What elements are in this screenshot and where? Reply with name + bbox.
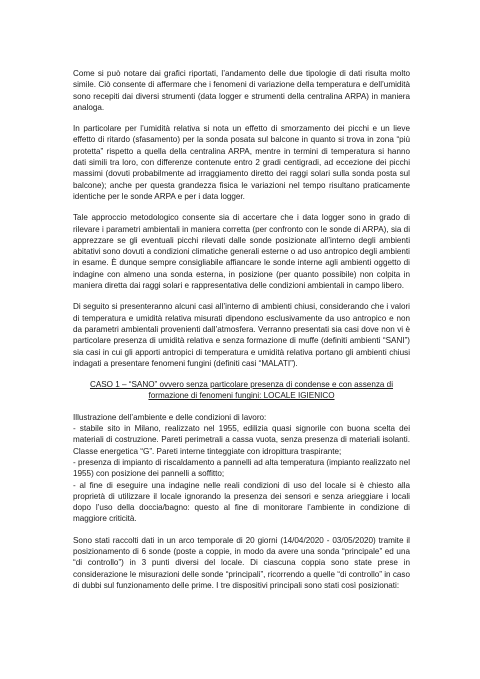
conditions-intro: Illustrazione dell’ambiente e delle condizioni di lavoro: <box>73 412 267 422</box>
paragraph-case-introduction: Di seguito si presenteranno alcuni casi all’interno di ambienti chiusi, considerando che i valori di temperatura e umidità relativa misurati dipendono esclusivamente da uso antropico e non da parametri ambientali provenienti dall’atmosfera. Verranno presentati sia casi dove non vi è particolare presenza di umidità relativa e senza formazione di muffe (definiti ambienti “SANI”) sia casi in cui gli apporti antropici di temperatura e umidità relativa portano gli ambienti chiusi indagati a presentare fenomeni fungini (definiti casi “MALATI”). <box>73 302 410 368</box>
conditions-section <box>73 412 410 525</box>
condition-item-heating: - presenza di impianto di riscaldamento a pannelli ad alta temperatura (impianto realizzato nel 1955) con posizione dei pannelli a soffitto; <box>73 457 410 479</box>
condition-item-building: - stabile sito in Milano, realizzato nel 1955, edilizia quasi signorile con buona scelta dei materiali di costruzione. Pareti perimetrali a cassa vuota, senza presenza di materiali isolanti. Classe energetica “G”. Pareti interne tinteggiate con idropittura traspirante; <box>73 424 410 456</box>
paragraph-humidity-temperature: In particolare per l’umidità relativa si nota un effetto di smorzamento dei picchi e un lieve effetto di ritardo (sfasamento) per la sonda posata sul balcone in quanto si trova in zona “più protetta” rispetto a quella della centralina ARPA, mentre in termini di temperatura si hanno dati simili tra loro, con differenze contenute entro 2 gradi centigradi, ad eccezione dei picchi massimi (dovuti probabilmente ad irraggiamento diretto dei raggi solari sulla sonda posta sul balcone); anche per questa grandezza fisica le variazioni nel tempo risultano praticamente identiche per le sonde ARPA e per i data logger. <box>73 124 410 201</box>
case-1-heading: CASO 1 – “SANO” ovvero senza particolare presenza di condense e con assenza di formazione di fenomeni fungini: LOCALE IGIENICO <box>89 380 394 401</box>
document-page <box>73 68 410 591</box>
paragraph-graph-comparison: Come si può notare dai grafici riportati, l’andamento delle due tipologie di dati risulta molto simile. Ciò consente di affermare che i fenomeni di variazione della temperatura e dell’umidità sono recepiti dai diversi strumenti (data logger e strumenti della centralina ARPA) in maniera analoga. <box>73 69 410 112</box>
paragraph-data-collection: Sono stati raccolti dati in un arco temporale di 20 giorni (14/04/2020 - 03/05/2020) tramite il posizionamento di 6 sonde (poste a coppie, in modo da avere una sonda “principale” ed una “di controllo”) in 3 punti diversi del locale. Di ciascuna coppia sono state prese in considerazione le misurazioni delle sonde “principali”, ricorrendo a quelle “di controllo” in caso di dubbi sul funzionamento delle prime. I tre dispositivi principali sono stati così posizionati: <box>73 535 410 590</box>
condition-item-usage: - al fine di eseguire una indagine nelle reali condizioni di uso del locale si è chiesto alla proprietà di utilizzare il locale ignorando la presenza dei sensori e senza arieggiare i locali dopo l’uso della doccia/bagno: questo al fine di monitorare l’ambiente in condizione di maggiore criticità. <box>73 480 410 524</box>
paragraph-methodology: Tale approccio metodologico consente sia di accertare che i data logger sono in grado di rilevare i parametri ambientali in maniera corretta (per confronto con le sonde di ARPA), sia di apprezzare se gli eventuali picchi rilevati dalle sonde posizionate all’interno degli ambienti abitativi sono dovuti a condizioni climatiche generali esterne o ad uso antropico degli ambienti in esame. È dunque sempre consigliabile affiancare le sonde interne agli ambienti oggetto di indagine con almeno una sonda esterna, in posizione (per quanto possibile) non colpita in maniera diretta dai raggi solari e rappresentativa delle condizioni ambientali in campo libero. <box>73 213 410 291</box>
